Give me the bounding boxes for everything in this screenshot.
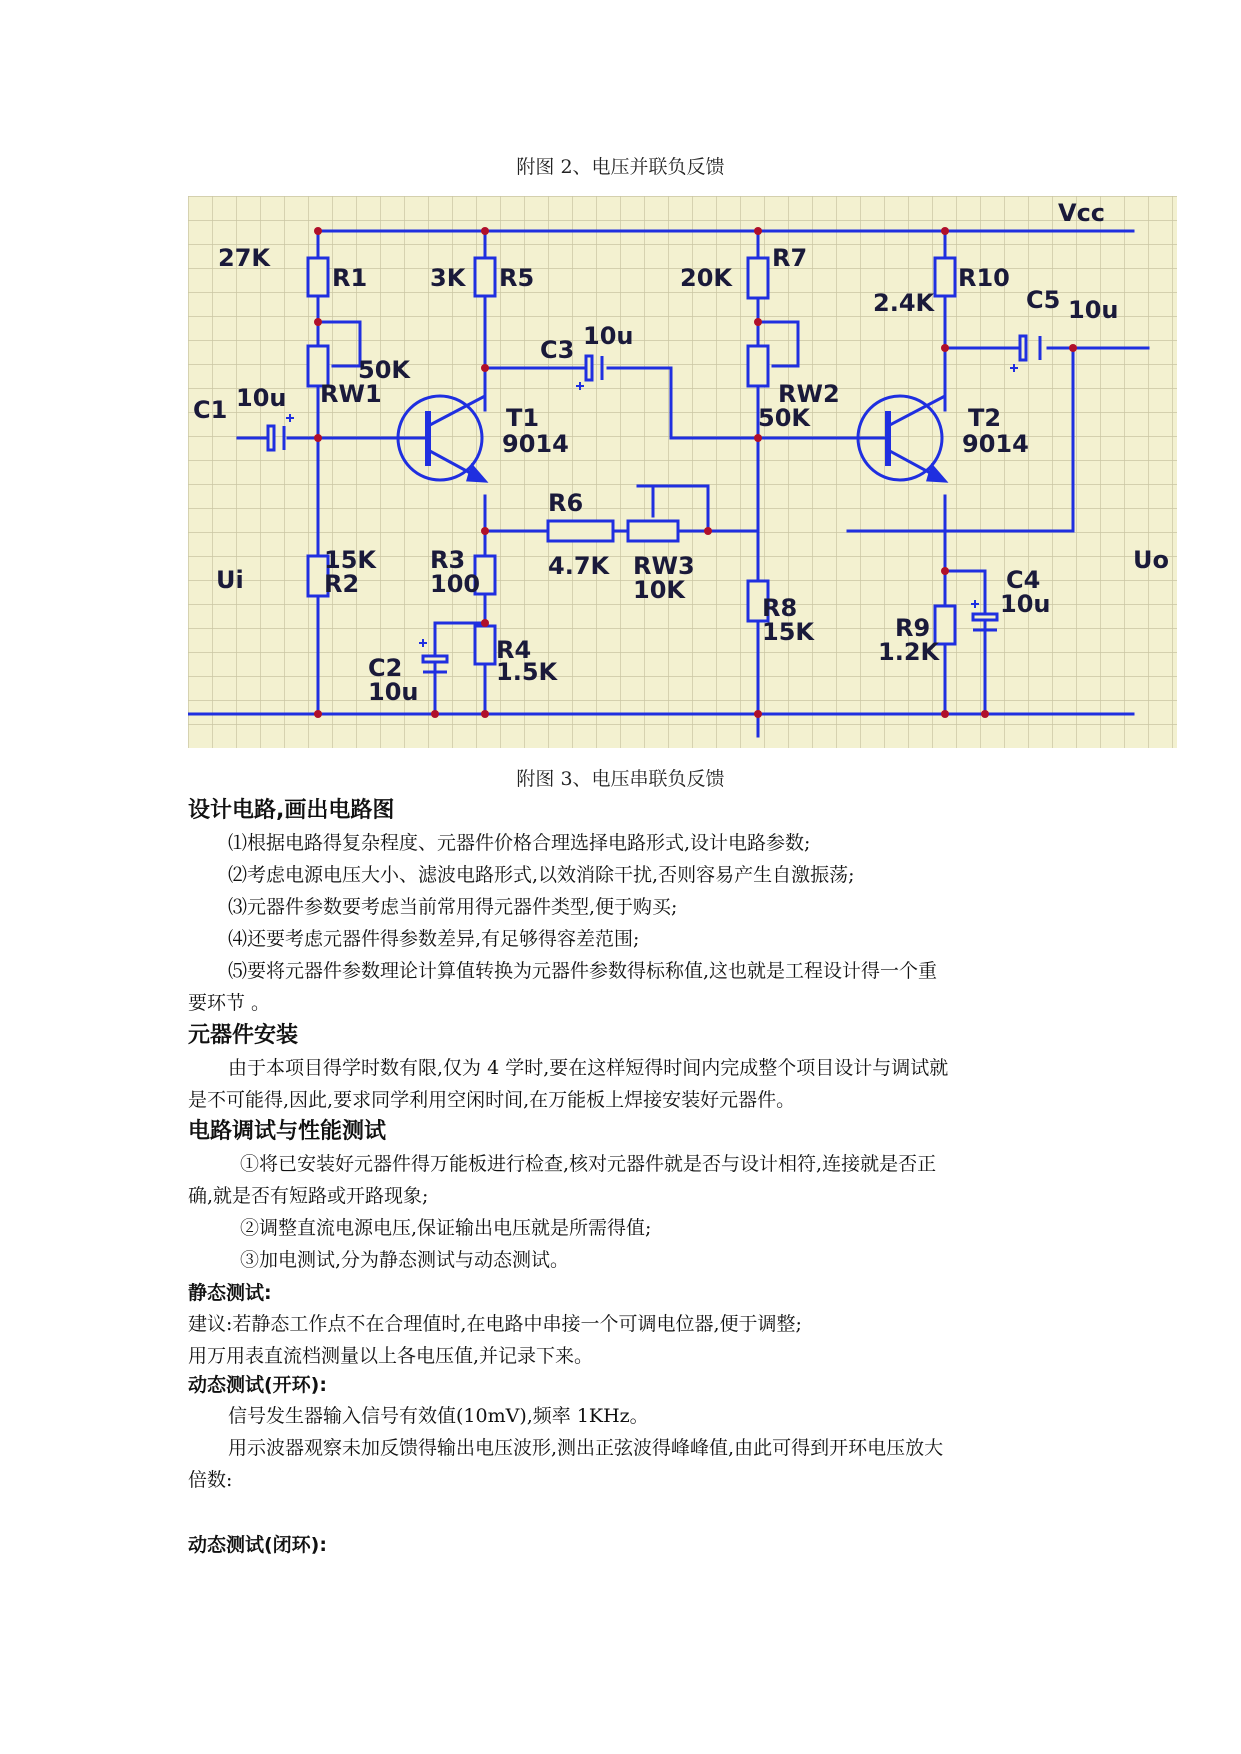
testing-step-1: ①将已安装好元器件得万能板进行检查,核对元器件就是否与设计相符,连接就是否正 [240,1153,937,1175]
figure-2-caption: 附图 2、电压并联负反馈 [516,156,725,178]
heading-dynamic-closed: 动态测试(闭环): [188,1534,327,1556]
static-test-line-2: 用万用表直流档测量以上各电压值,并记录下来。 [188,1345,594,1367]
label-rw1-value: 50K [358,356,410,384]
label-r4: R4 [496,636,532,664]
label-r3: R3 [430,546,466,574]
design-item-3: ⑶元器件参数要考虑当前常用得元器件类型,便于购买; [228,896,678,918]
label-r4-value: 1.5K [496,658,558,686]
testing-step-1-continued: 确,就是否有短路或开路现象; [188,1185,429,1207]
label-c3: C3 [540,336,575,364]
section-static-test [188,1278,1068,1372]
design-item-4: ⑷还要考虑元器件得参数差异,有足够得容差范围; [228,928,640,950]
section-design [188,795,1068,1019]
heading-dynamic-open: 动态测试(开环): [188,1374,327,1396]
label-t2-value: 9014 [962,430,1029,458]
design-item-2: ⑵考虑电源电压大小、滤波电路形式,以效消除干扰,否则容易产生自激振荡; [228,864,855,886]
label-r7: R7 [772,244,808,272]
heading-assembly: 元器件安装 [188,1023,299,1048]
label-t1: T1 [506,404,540,432]
figure-3-caption: 附图 3、电压串联负反馈 [516,768,725,790]
label-c5-value: 10u [1068,296,1119,324]
section-dynamic-open [188,1370,1068,1496]
section-assembly [188,1020,1068,1116]
label-ui: Ui [216,566,244,594]
label-r2-value: 15K [324,546,376,574]
label-c2-value: 10u [368,678,419,706]
label-r6: R6 [548,489,584,517]
design-item-5-continued: 要环节 。 [188,992,271,1014]
dynamic-open-line-1: 信号发生器输入信号有效值(10mV),频率 1KHz。 [228,1405,649,1427]
assembly-line-2: 是不可能得,因此,要求同学利用空闲时间,在万能板上焊接安装好元器件。 [188,1089,796,1111]
label-rw2: RW2 [778,380,840,408]
label-vcc: Vcc [1058,199,1106,227]
label-r10: R10 [958,264,1010,292]
label-r8: R8 [762,594,798,622]
static-test-line-1: 建议:若静态工作点不在合理值时,在电路中串接一个可调电位器,便于调整; [188,1313,802,1335]
label-c4-value: 10u [1000,590,1051,618]
heading-static-test: 静态测试: [188,1282,272,1304]
testing-step-2: ②调整直流电源电压,保证输出电压就是所需得值; [240,1217,652,1239]
testing-step-3: ③加电测试,分为静态测试与动态测试。 [240,1249,570,1271]
r7-body [748,258,768,298]
label-r3-value: 100 [430,570,481,598]
heading-design: 设计电路,画出电路图 [188,798,395,823]
c2-body [423,656,447,662]
c4-body [973,614,997,620]
label-r5: R5 [499,264,535,292]
label-rw1: RW1 [320,380,382,408]
dynamic-open-line-2: 用示波器观察未加反馈得输出电压波形,测出正弦波得峰峰值,由此可得到开环电压放大 [228,1437,944,1459]
label-c4: C4 [1006,566,1041,594]
label-r6-value: 4.7K [548,552,610,580]
section-testing [188,1116,1068,1276]
label-r9: R9 [895,614,931,642]
rw3-body [628,521,678,541]
label-r2: R2 [324,570,360,598]
circuit-diagram [188,196,1177,748]
r10-body [935,258,955,296]
label-c2: C2 [368,654,403,682]
label-r10-value: 2.4K [873,289,935,317]
label-c1-value: 10u [236,384,287,412]
label-c3-value: 10u [583,322,634,350]
label-rw2-value: 50K [758,404,810,432]
r4-body [475,626,495,664]
dynamic-open-line-3: 倍数: [188,1469,233,1491]
r5-body [475,258,495,296]
r6-body [548,521,613,541]
c5-body [1020,336,1026,360]
rw2-body [748,346,768,386]
label-c1: C1 [193,396,228,424]
label-r7-value: 20K [680,264,732,292]
r1-body [308,258,328,296]
label-r5-value: 3K [430,264,466,292]
label-c5: C5 [1026,286,1061,314]
label-t2: T2 [968,404,1002,432]
label-rw3: RW3 [633,552,695,580]
assembly-line-1: 由于本项目得学时数有限,仅为 4 学时,要在这样短得时间内完成整个项目设计与调试就 [228,1057,949,1079]
label-uo: Uo [1133,546,1169,574]
c3-body [586,356,592,380]
label-r9-value: 1.2K [878,638,940,666]
label-r1-value: 27K [218,244,270,272]
design-item-5: ⑸要将元器件参数理论计算值转换为元器件参数得标称值,这也就是工程设计得一个重 [228,960,938,982]
label-r1: R1 [332,264,368,292]
label-rw3-value: 10K [633,576,685,604]
design-item-1: ⑴根据电路得复杂程度、元器件价格合理选择电路形式,设计电路参数; [228,832,811,854]
heading-testing: 电路调试与性能测试 [188,1119,387,1144]
label-r8-value: 15K [762,618,814,646]
section-dynamic-closed [188,1530,1068,1560]
label-t1-value: 9014 [502,430,569,458]
c1-body [268,426,274,450]
